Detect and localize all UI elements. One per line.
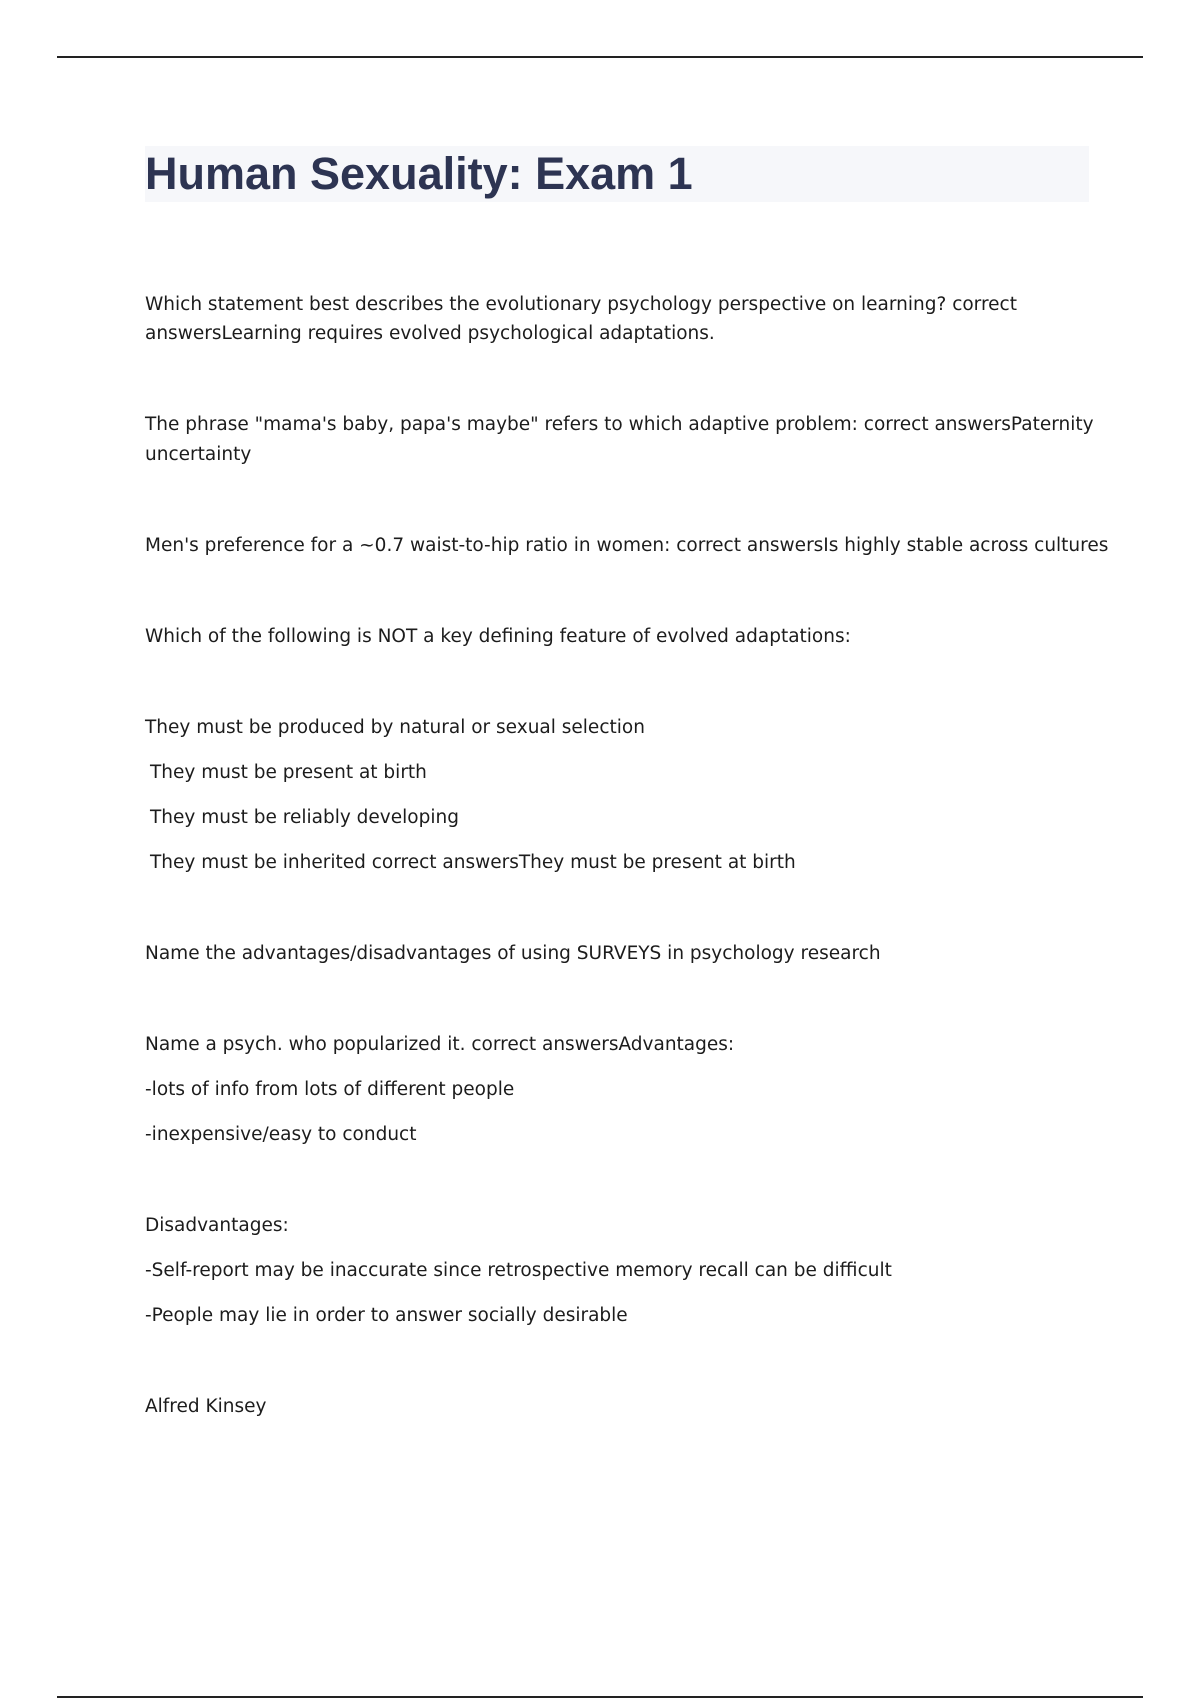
advantage-item-2: -inexpensive/easy to conduct bbox=[145, 1124, 417, 1145]
disadvantages-heading: Disadvantages: bbox=[145, 1215, 289, 1236]
document-title: Human Sexuality: Exam 1 bbox=[145, 148, 693, 199]
q4-question-line: Which of the following is NOT a key defining feature of evolved adaptations: bbox=[145, 626, 851, 647]
q4-option-4-answer: They must be inherited correct answersThey must be present at birth bbox=[150, 852, 796, 873]
bottom-divider bbox=[57, 1696, 1143, 1698]
q4-option-1: They must be produced by natural or sexual selection bbox=[145, 717, 645, 738]
disadvantage-item-2: -People may lie in order to answer socially desirable bbox=[145, 1305, 628, 1326]
q1-question-line: Which statement best describes the evolutionary psychology perspective on learning? correct bbox=[145, 294, 1017, 315]
disadvantage-item-1: -Self-report may be inaccurate since retrospective memory recall can be difficult bbox=[145, 1260, 892, 1281]
q1-answer-line: answersLearning requires evolved psychological adaptations. bbox=[145, 323, 715, 344]
psychologist-name: Alfred Kinsey bbox=[145, 1396, 267, 1417]
q5-question-line: Name the advantages/disadvantages of using SURVEYS in psychology research bbox=[145, 943, 881, 964]
advantage-item-1: -lots of info from lots of different people bbox=[145, 1079, 515, 1100]
q3-line: Men's preference for a ~0.7 waist-to-hip ratio in women: correct answersIs highly stable across cultures bbox=[145, 535, 1109, 556]
q5-subquestion-line: Name a psych. who popularized it. correct answersAdvantages: bbox=[145, 1034, 735, 1055]
q2-question-line: The phrase "mama's baby, papa's maybe" refers to which adaptive problem: correct answersPaternity bbox=[145, 414, 1094, 435]
q4-option-3: They must be reliably developing bbox=[150, 807, 459, 828]
q2-answer-line: uncertainty bbox=[145, 444, 252, 465]
q4-option-2: They must be present at birth bbox=[150, 762, 427, 783]
top-divider bbox=[57, 56, 1143, 58]
